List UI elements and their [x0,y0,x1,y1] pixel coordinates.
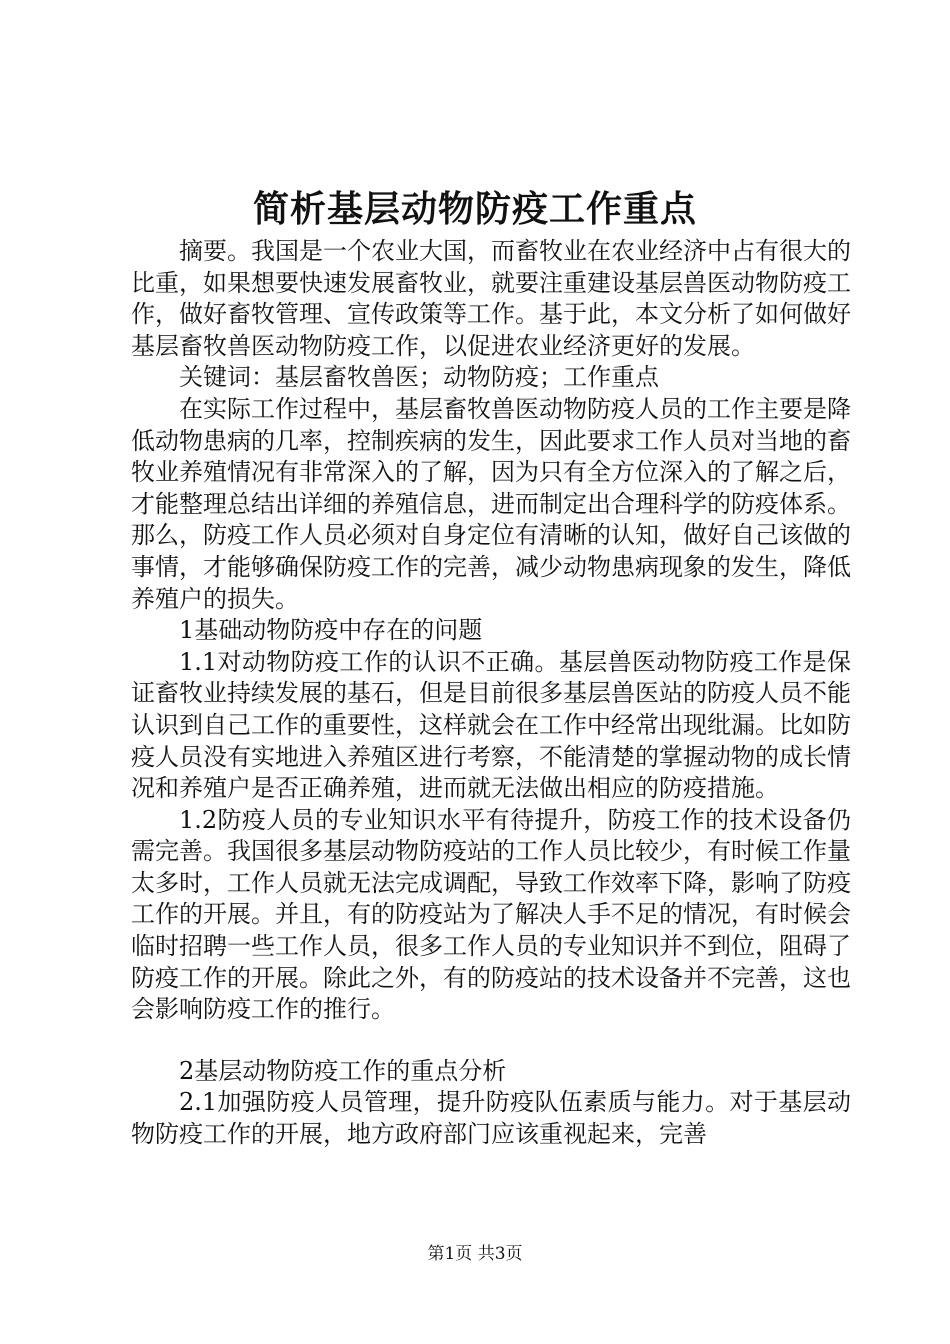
section-heading-2: 2基层动物防疫工作的重点分析 [179,1056,507,1085]
page-footer: 第1页 共3页 [427,1244,523,1264]
section-1-2-paragraph: 1.2防疫人员的专业知识水平有待提升，防疫工作的技术设备仍需完善。我国很多基层动物防疫站的工作人员比较少，有时候工作量太多时，工作人员就无法完成调配，导致工作效率下降，影响了防疫工作的开展。并且，有的防疫站为了解决人手不足的情况，有时候会临时招聘一些工作人员，很多工作人员的专业知识并不到位，阻碍了防疫工作的开展。除此之外，有的防疫站的技术设备并不完善，这也会影响防疫工作的推行。 [131,805,851,1024]
abstract-paragraph: 摘要。我国是一个农业大国，而畜牧业在农业经济中占有很大的比重，如果想要快速发展畜牧业，就要注重建设基层兽医动物防疫工作，做好畜牧管理、宣传政策等工作。基于此，本文分析了如何做好基层畜牧兽医动物防疫工作，以促进农业经济更好的发展。 [131,237,851,360]
paragraph-gap [131,1026,851,1056]
section-heading-1: 1基础动物防疫中存在的问题 [179,616,483,645]
document-body [131,236,851,1151]
section-1-1-paragraph: 1.1对动物防疫工作的认识不正确。基层兽医动物防疫工作是保证畜牧业持续发展的基石，但是目前很多基层兽医站的防疫人员不能认识到自己工作的重要性，这样就会在工作中经常出现纰漏。比如防疫人员没有实地进入养殖区进行考察，不能清楚的掌握动物的成长情况和养殖户是否正确养殖，进而就无法做出相应的防疫措施。 [131,647,851,803]
keywords-paragraph: 关键词：基层畜牧兽医；动物防疫；工作重点 [179,363,659,392]
document-title: 简析基层动物防疫工作重点 [252,188,697,230]
intro-paragraph: 在实际工作过程中，基层畜牧兽医动物防疫人员的工作主要是降低动物患病的几率，控制疾病的发生，因此要求工作人员对当地的畜牧业养殖情况有非常深入的了解，因为只有全方位深入的了解之后，才能整理总结出详细的养殖信息，进而制定出合理科学的防疫体系。那么，防疫工作人员必须对自身定位有清晰的认知，做好自己该做的事情，才能够确保防疫工作的完善，减少动物患病现象的发生，降低养殖户的损失。 [131,394,851,613]
section-2-1-paragraph: 2.1加强防疫人员管理，提升防疫队伍素质与能力。对于基层动物防疫工作的开展，地方政府部门应该重视起来，完善 [131,1088,851,1149]
